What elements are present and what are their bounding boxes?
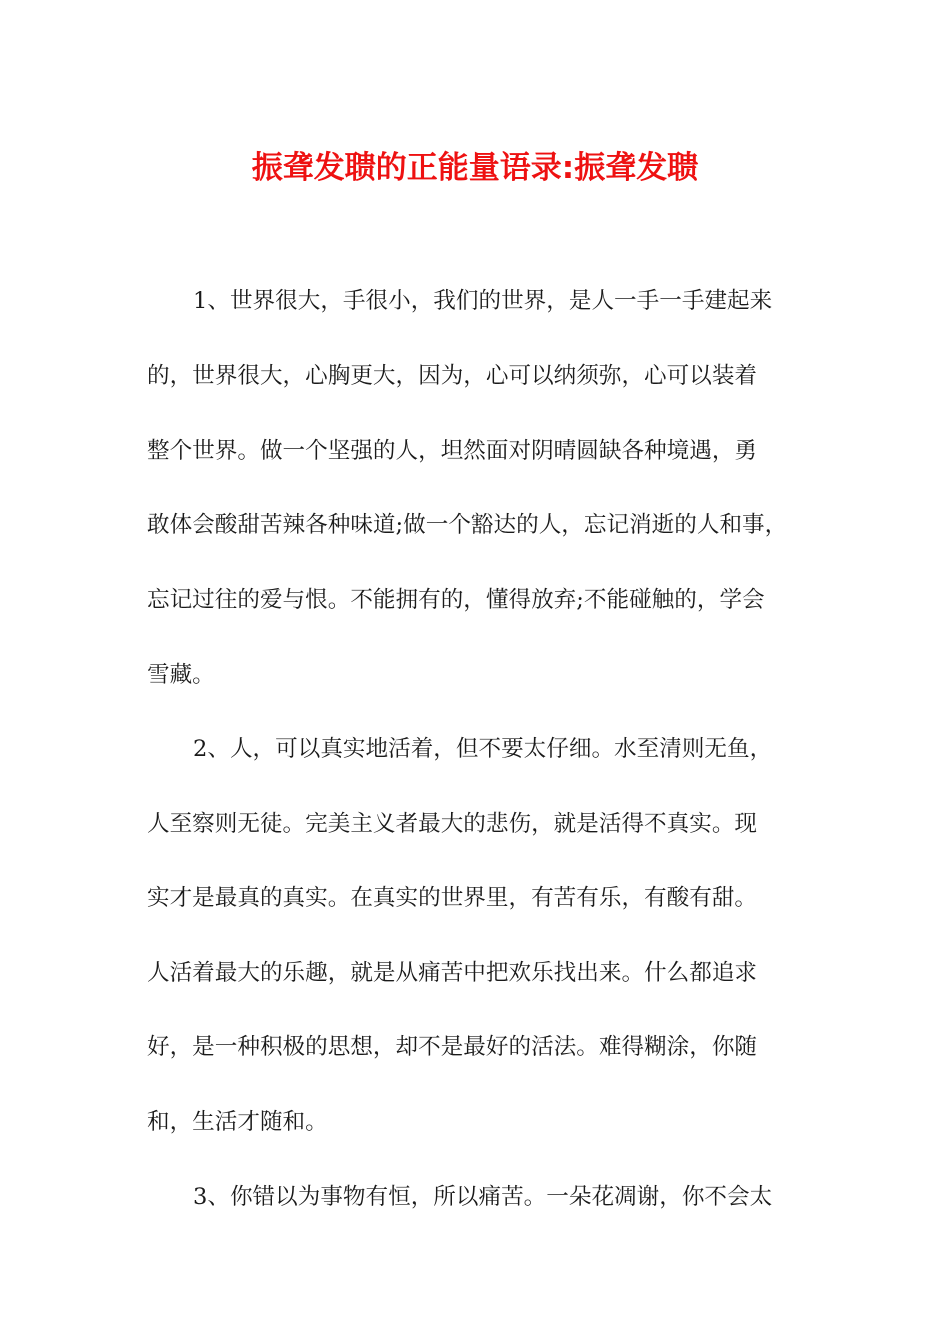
paragraph-1-line-3: 整个世界。做一个坚强的人，坦然面对阴晴圆缺各种境遇，勇 [147,438,758,464]
paragraph-2-line-6: 和，生活才随和。 [147,1109,328,1135]
paragraph-2-line-2: 人至察则无徒。完美主义者最大的悲伤，就是活得不真实。现 [147,811,758,837]
paragraph-1-line-2: 的，世界很大，心胸更大，因为，心可以纳须弥，心可以装着 [147,363,758,389]
document-title: 振聋发聩的正能量语录:振聋发聩 [251,150,699,186]
paragraph-1-line-5: 忘记过往的爱与恨。不能拥有的，懂得放弃;不能碰触的，学会 [147,587,765,613]
paragraph-3-line-1: 3、你错以为事物有恒，所以痛苦。一朵花凋谢，你不会太 [193,1184,773,1210]
paragraph-1-line-6: 雪藏。 [147,662,215,688]
paragraph-2-line-3: 实才是最真的真实。在真实的世界里，有苦有乐，有酸有甜。 [147,885,758,911]
paragraph-1-line-1: 1、世界很大，手很小，我们的世界，是人一手一手建起来 [193,288,773,314]
paragraph-2-line-5: 好，是一种积极的思想，却不是最好的活法。难得糊涂，你随 [147,1034,758,1060]
paragraph-1-line-4: 敢体会酸甜苦辣各种味道;做一个豁达的人，忘记消逝的人和事， [147,512,788,538]
paragraph-2-line-4: 人活着最大的乐趣，就是从痛苦中把欢乐找出来。什么都追求 [147,960,758,986]
paragraph-2-line-1: 2、人，可以真实地活着，但不要太仔细。水至清则无鱼， [193,736,773,762]
